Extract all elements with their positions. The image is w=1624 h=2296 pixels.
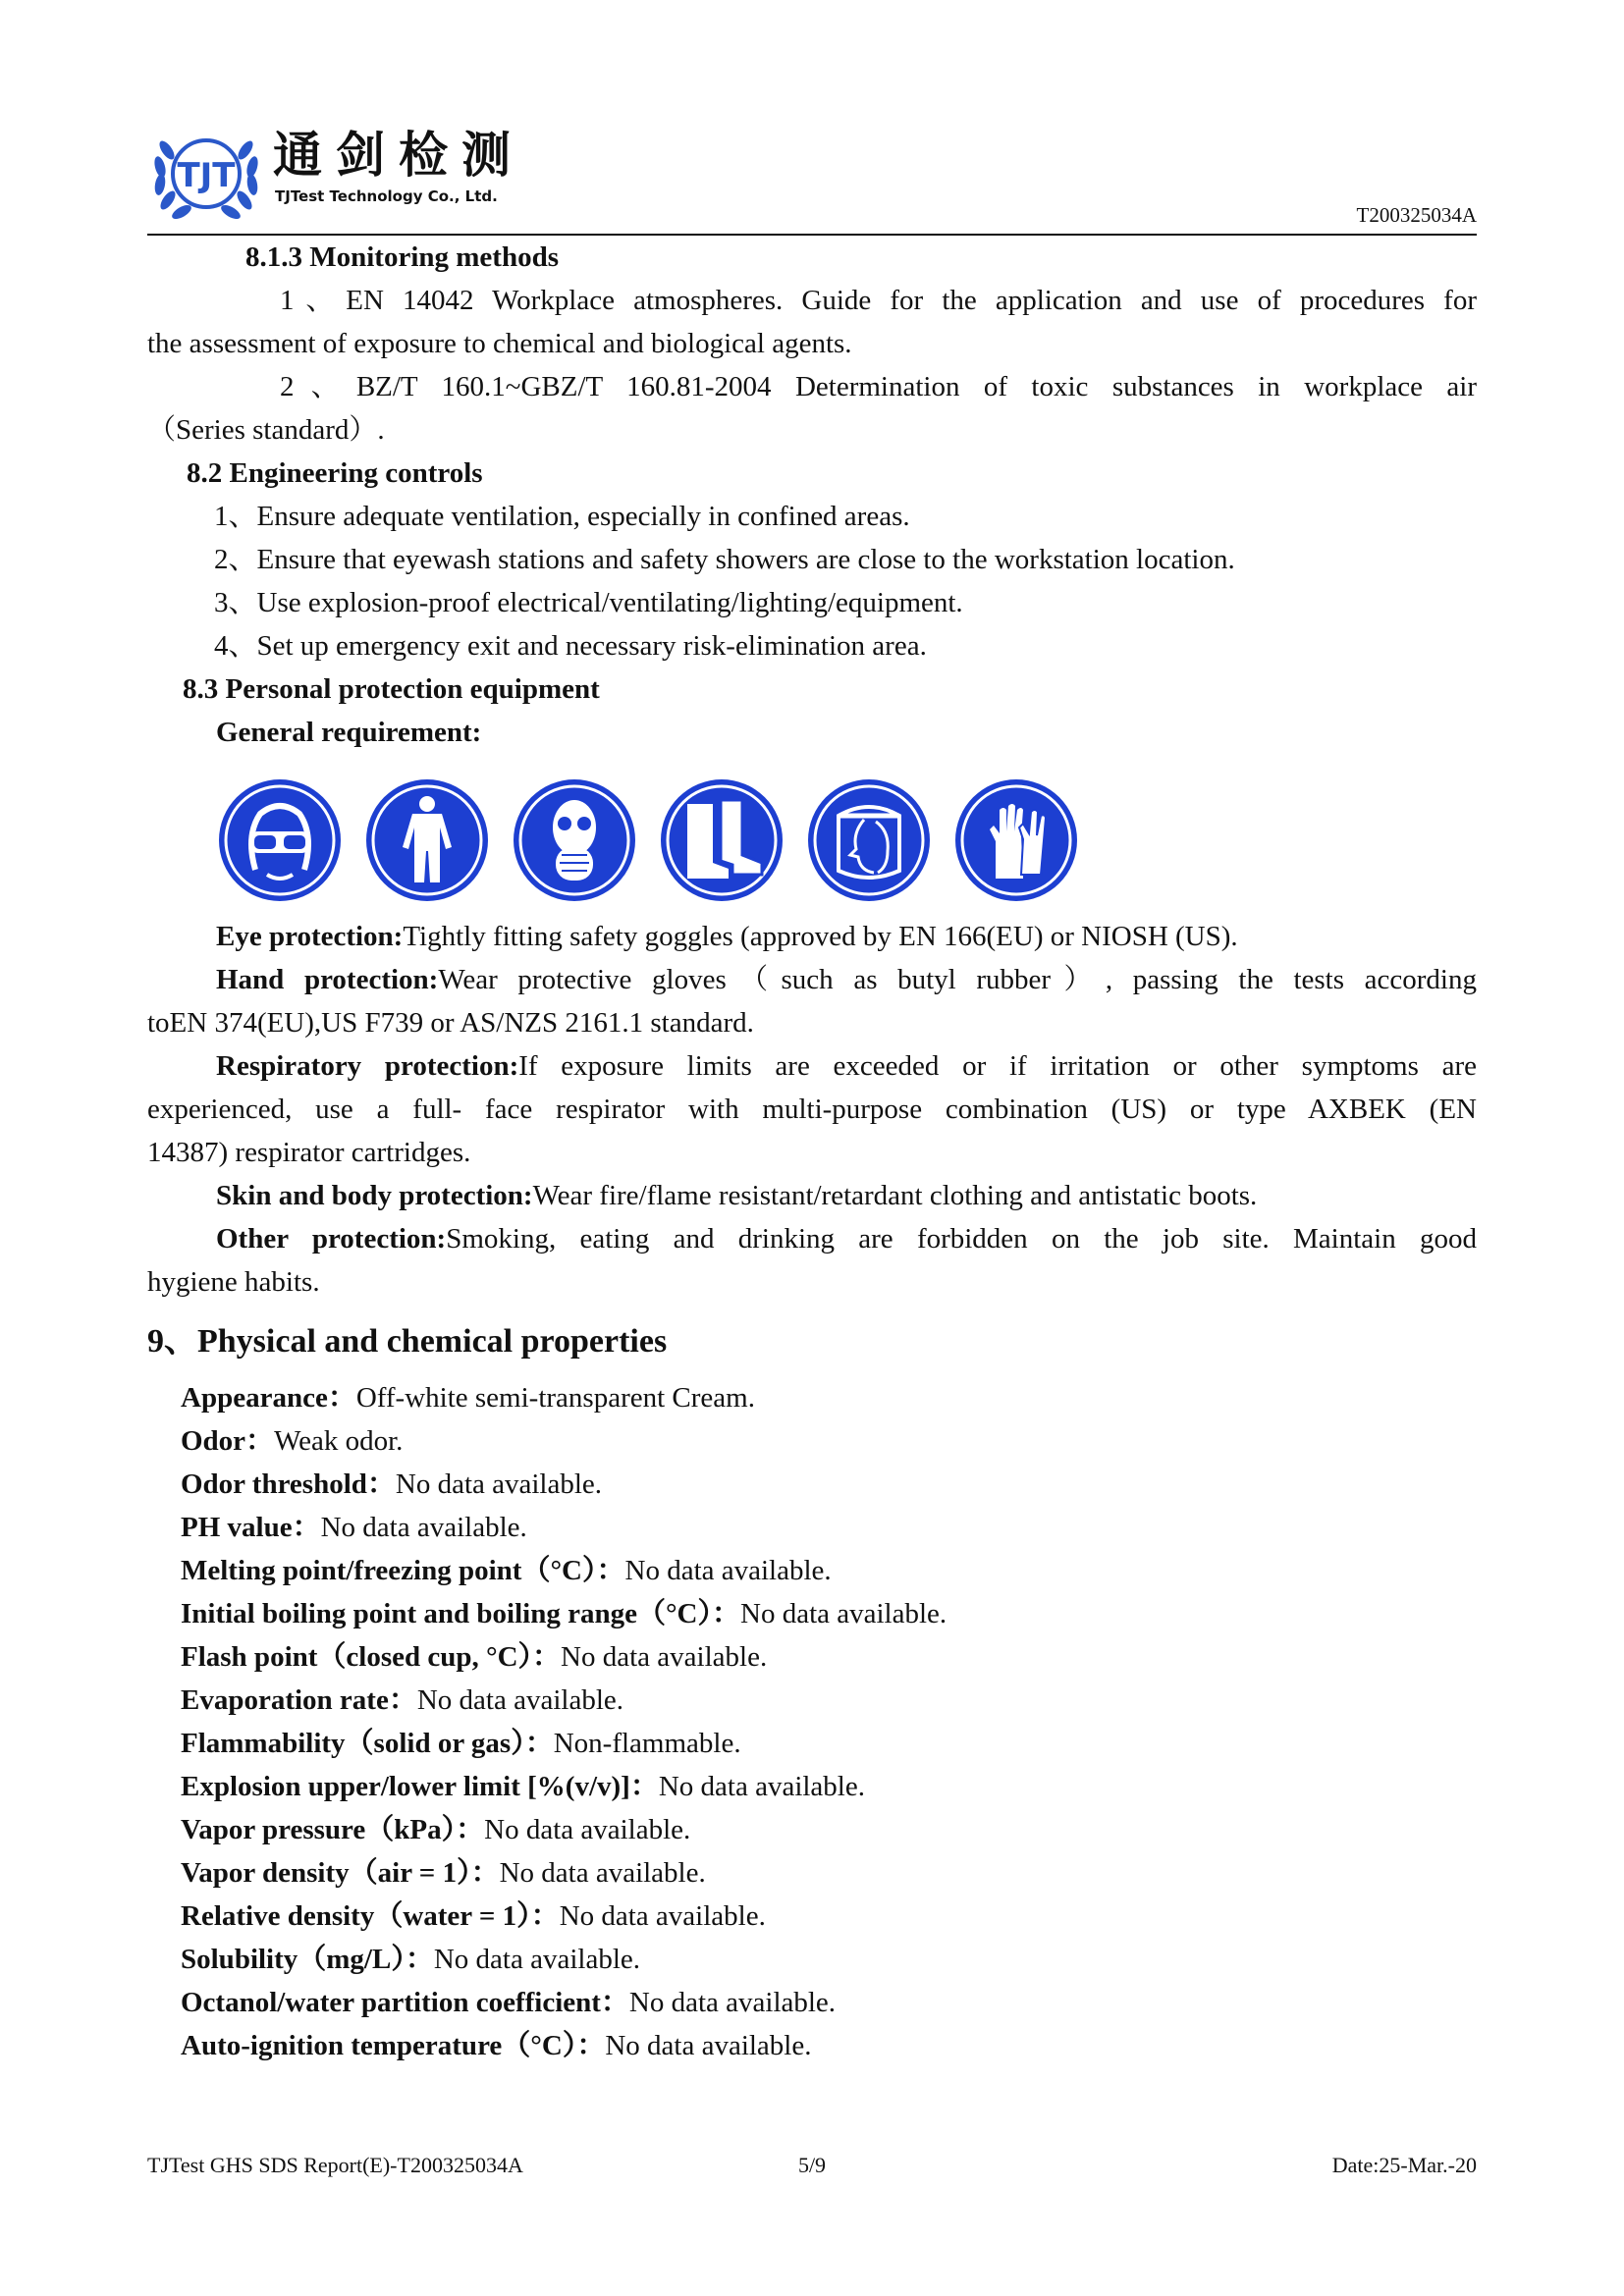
property-value: No data available. <box>395 1468 603 1500</box>
skin-protection-text: Wear fire/flame resistant/retardant clothing and antistatic boots. <box>532 1180 1258 1211</box>
face-shield-icon <box>805 776 933 904</box>
property-boiling-point <box>181 1592 1477 1635</box>
footer-date: Date:25-Mar.-20 <box>1331 2153 1477 2177</box>
section-8-2-title: 8.2 Engineering controls <box>187 457 483 489</box>
hand-protection-line-2: toEN 374(EU),US F739 or AS/NZS 2161.1 standard. <box>147 1007 754 1039</box>
monitoring-method-1-line-2: the assessment of exposure to chemical and biological agents. <box>147 328 852 359</box>
brand-name-english: TJTest Technology Co., Ltd. <box>275 187 498 205</box>
respiratory-protection-line-2: experienced, use a full- face respirator with multi-purpose combination (US) or type AXBEK (EN <box>147 1094 1477 1125</box>
eye-protection-text: Tightly fitting safety goggles (approved by EN 166(EU) or NIOSH (US). <box>403 921 1238 952</box>
report-code: T200325034A <box>1356 203 1477 227</box>
section-8-3-title: 8.3 Personal protection equipment <box>183 673 600 705</box>
property-vapor-density <box>181 1851 1477 1895</box>
physical-properties-list <box>147 1376 1477 2067</box>
svg-text:TJT: TJT <box>177 156 236 195</box>
property-value: No data available. <box>499 1857 706 1889</box>
monitoring-method-2-line-2: （Series standard）. <box>147 414 385 446</box>
property-label: Odor： <box>181 1425 275 1457</box>
property-label: Octanol/water partition coefficient： <box>181 1987 629 2018</box>
property-partition-coefficient <box>181 1981 1477 2024</box>
other-protection-label: Other protection: <box>216 1223 447 1255</box>
property-value: No data available. <box>658 1771 865 1802</box>
property-value: Non-flammable. <box>553 1728 741 1759</box>
protective-clothing-icon <box>363 776 491 904</box>
monitoring-method-2-line-1: 2、BZ/T 160.1~GBZ/T 160.81-2004 Determination of toxic substances in workplace air <box>280 371 1477 402</box>
engineering-control-3: 3、Use explosion-proof electrical/ventilating/lighting/equipment. <box>214 587 963 618</box>
property-label: Evaporation rate： <box>181 1684 417 1716</box>
property-label: Melting point/freezing point（°C）： <box>181 1555 625 1586</box>
property-value: No data available. <box>605 2030 812 2061</box>
page-number: 5/9 <box>797 2153 827 2177</box>
engineering-control-1: 1、Ensure adequate ventilation, especially in confined areas. <box>214 501 910 532</box>
property-auto-ignition <box>181 2024 1477 2067</box>
property-value: No data available. <box>740 1598 947 1629</box>
property-value: No data available. <box>624 1555 832 1586</box>
property-explosion-limit <box>181 1765 1477 1808</box>
respiratory-protection-line-1 <box>147 1044 1477 1088</box>
property-label: Flash point（closed cup, °C）： <box>181 1641 562 1673</box>
property-value: Weak odor. <box>274 1425 404 1457</box>
tjtest-logo-icon <box>147 113 265 231</box>
respiratory-protection-label: Respiratory protection: <box>216 1050 519 1082</box>
property-evaporation-rate <box>181 1679 1477 1722</box>
property-label: Appearance： <box>181 1382 356 1414</box>
section-8-1-3-title: 8.1.3 Monitoring methods <box>245 241 559 273</box>
section-9-title: 9、Physical and chemical properties <box>147 1323 668 1360</box>
property-value: No data available. <box>433 1944 640 1975</box>
safety-goggles-icon <box>216 776 344 904</box>
property-value: Off-white semi-transparent Cream. <box>355 1382 755 1414</box>
eye-protection-line <box>147 915 1477 958</box>
footer-report-id: TJTest GHS SDS Report(E)-T200325034A <box>147 2153 523 2177</box>
property-relative-density <box>181 1895 1477 1938</box>
brand-name-chinese: 通剑检测 <box>273 127 524 184</box>
property-solubility <box>181 1938 1477 1981</box>
respiratory-protection-line-3: 14387) respirator cartridges. <box>147 1137 471 1168</box>
property-odor-threshold <box>181 1463 1477 1506</box>
hand-protection-label: Hand protection: <box>216 964 439 995</box>
protective-gloves-icon <box>952 776 1080 904</box>
engineering-control-2: 2、Ensure that eyewash stations and safety showers are close to the workstation location. <box>214 544 1235 575</box>
property-value: No data available. <box>559 1900 766 1932</box>
property-value: No data available. <box>628 1987 837 2018</box>
property-label: PH value： <box>181 1512 321 1543</box>
property-value: No data available. <box>484 1814 691 1845</box>
other-protection-line-2: hygiene habits. <box>147 1266 320 1298</box>
property-label: Vapor pressure（kPa）： <box>181 1814 485 1845</box>
safety-boots-icon <box>658 776 785 904</box>
property-label: Odor threshold： <box>181 1468 396 1500</box>
page-header <box>147 113 1477 236</box>
property-label: Vapor density（air = 1）： <box>181 1857 500 1889</box>
property-odor <box>181 1419 1477 1463</box>
skin-protection-label: Skin and body protection: <box>216 1180 533 1211</box>
property-label: Auto-ignition temperature（°C）： <box>181 2030 606 2061</box>
property-value: No data available. <box>561 1641 768 1673</box>
property-label: Explosion upper/lower limit [%(v/v)]： <box>181 1771 659 1802</box>
property-appearance <box>181 1376 1477 1419</box>
respirator-mask-icon <box>511 776 638 904</box>
property-label: Solubility（mg/L）： <box>181 1944 434 1975</box>
ppe-icon-row <box>147 772 1477 909</box>
page-content <box>147 236 1477 2067</box>
other-protection-text-1: Smoking, eating and drinking are forbidden on the job site. Maintain good <box>446 1223 1477 1255</box>
general-requirement-label: General requirement: <box>216 717 482 748</box>
property-label: Relative density（water = 1）： <box>181 1900 560 1932</box>
property-vapor-pressure <box>181 1808 1477 1851</box>
monitoring-method-1-line-1: 1、EN 14042 Workplace atmospheres. Guide for the application and use of procedures for <box>280 285 1477 316</box>
eye-protection-label: Eye protection: <box>216 921 404 952</box>
engineering-control-4: 4、Set up emergency exit and necessary risk-elimination area. <box>214 630 927 662</box>
property-value: No data available. <box>320 1512 527 1543</box>
skin-protection-line <box>147 1174 1477 1217</box>
property-flammability <box>181 1722 1477 1765</box>
hand-protection-line-1 <box>147 958 1477 1001</box>
property-label: Flammability（solid or gas）： <box>181 1728 554 1759</box>
property-label: Initial boiling point and boiling range（°C）： <box>181 1598 740 1629</box>
property-flash-point <box>181 1635 1477 1679</box>
hand-protection-text-1: Wear protective gloves（such as butyl rubber）, passing the tests according <box>438 964 1477 995</box>
respiratory-protection-text-1: If exposure limits are exceeded or if irritation or other symptoms are <box>518 1050 1478 1082</box>
property-ph-value <box>181 1506 1477 1549</box>
property-melting-point <box>181 1549 1477 1592</box>
other-protection-line-1 <box>147 1217 1477 1260</box>
property-value: No data available. <box>416 1684 623 1716</box>
